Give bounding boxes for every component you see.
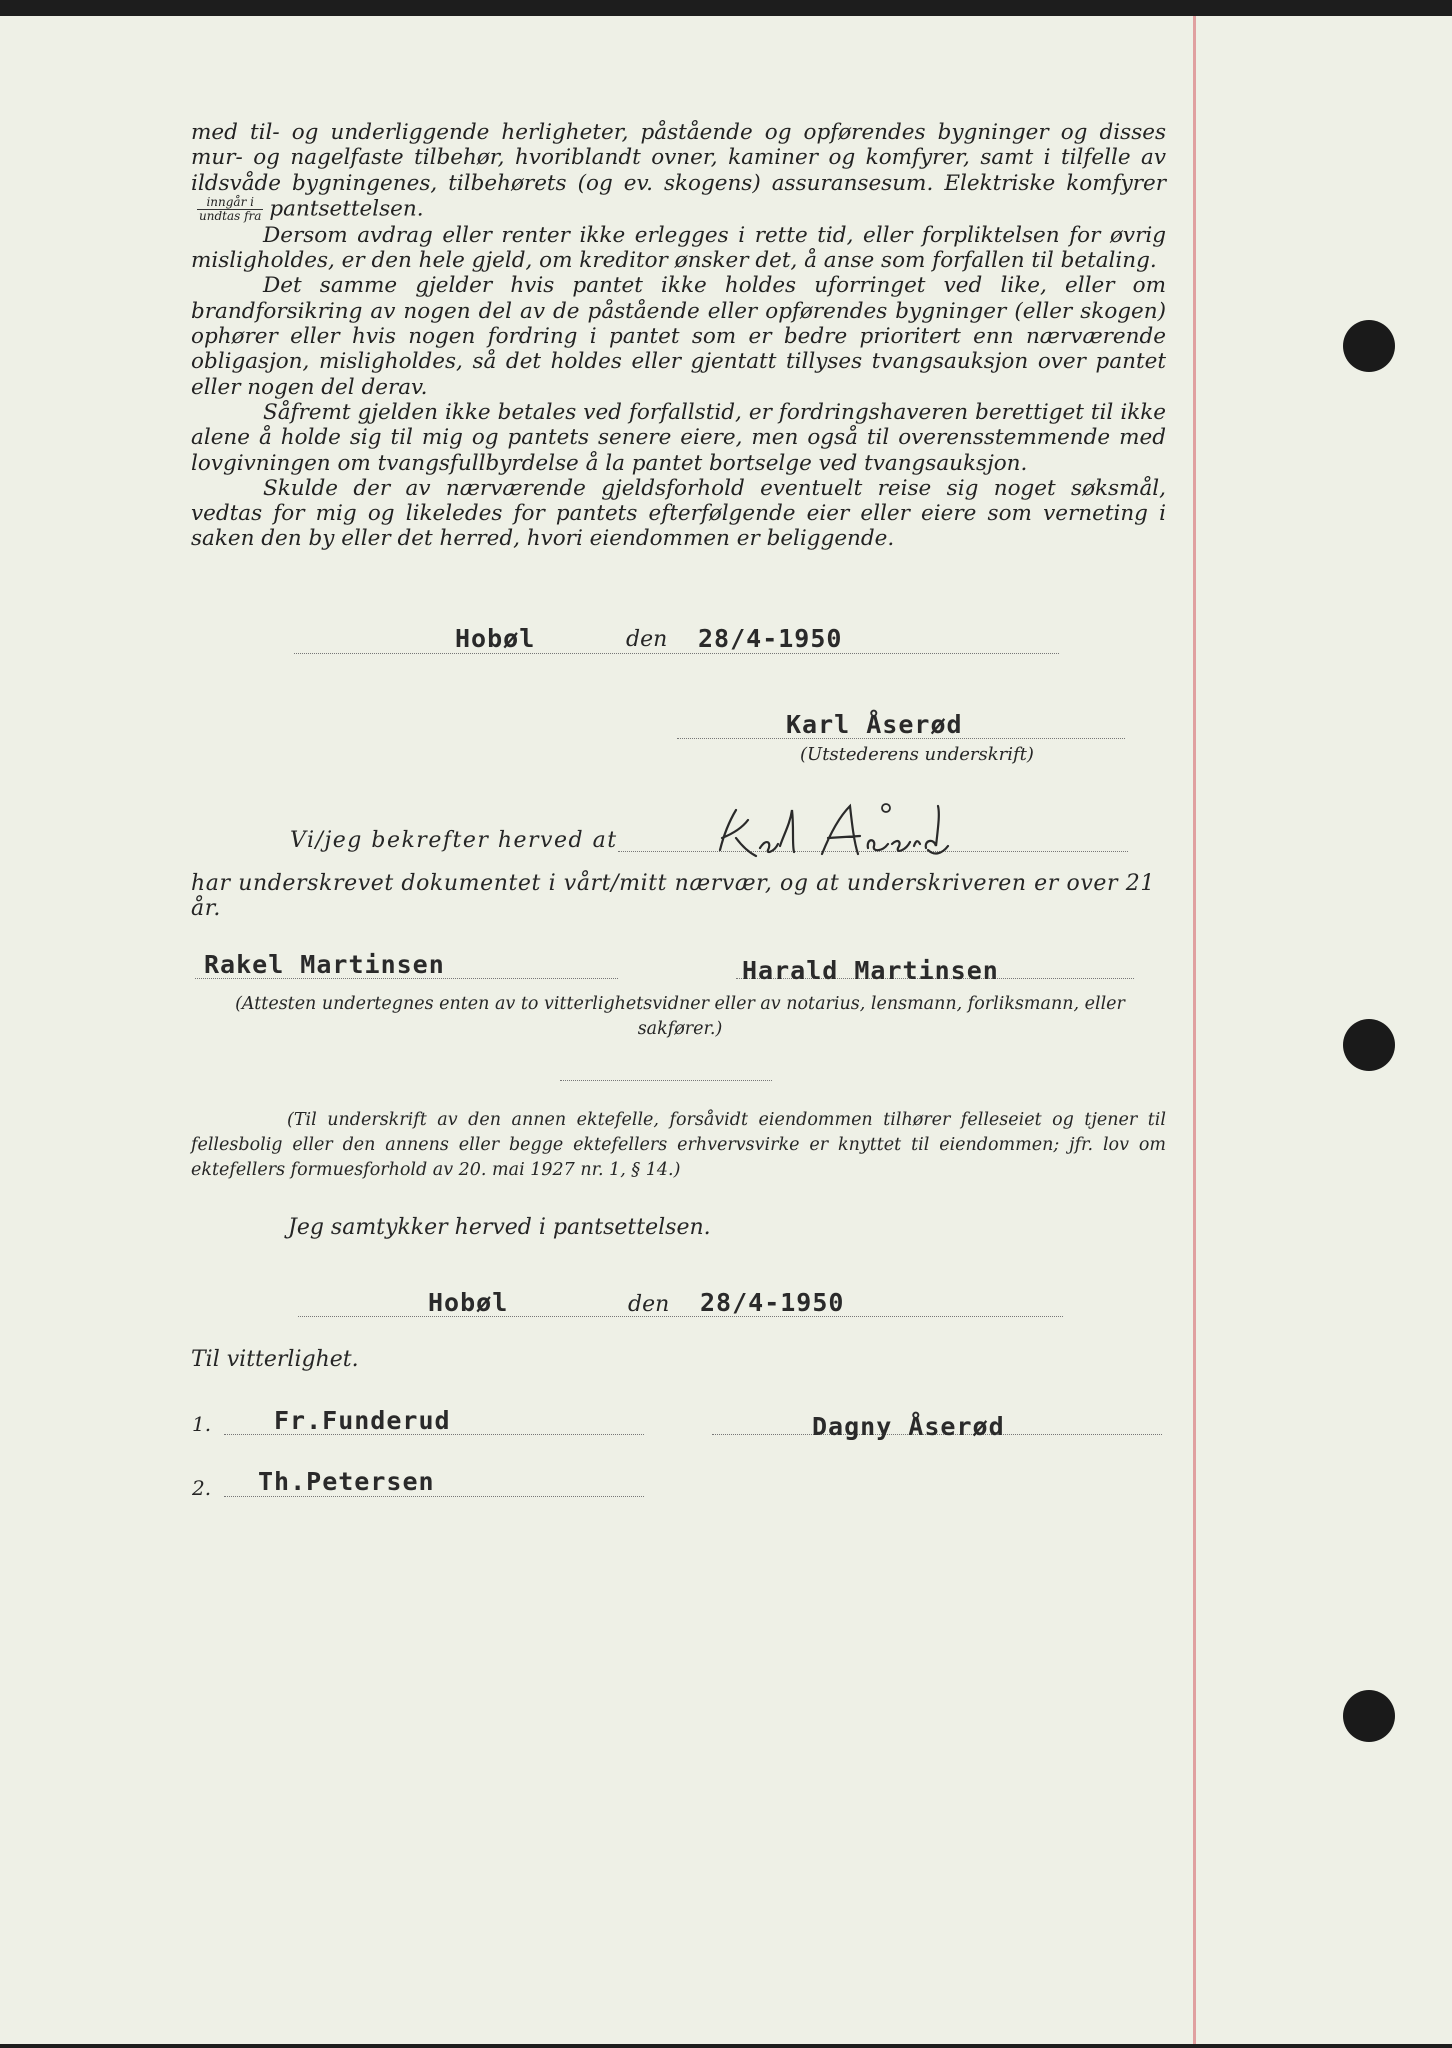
punch-hole <box>1343 1690 1395 1742</box>
attest-line-1: Vi/jeg bekrefter herved at <box>290 828 618 853</box>
spouse-witness-1-name: Fr.Funderud <box>274 1406 451 1435</box>
document-page <box>0 16 1452 2044</box>
terms-paragraph-3: Det samme gjelder hvis pantet ikke holdes uforringet ved like, eller om brandforsikring av nogen del av de påstående eller opførendes bygninger (eller skogen) ophører eller hvis nogen fordring i pantet som er bedre prioritert enn nærværende obligasjon, misligholdes, så det holdes eller gjentatt tillyses tvangsauksjon over pantet eller nogen del derav. <box>191 273 1166 400</box>
issuer-typed-name: Karl Åserød <box>786 710 963 739</box>
witness-number-1: 1. <box>192 1412 212 1436</box>
issue-date: 28/4-1950 <box>698 624 843 653</box>
witness-2-name: Harald Martinsen <box>742 956 999 985</box>
consent-text: Jeg samtykker herved i pantsettelsen. <box>288 1215 711 1240</box>
spouse-place-date-line <box>298 1316 1063 1317</box>
punch-hole <box>1343 1019 1395 1071</box>
spouse-name: Dagny Åserød <box>812 1412 1005 1441</box>
spouse-place: Hobøl <box>428 1288 509 1317</box>
spouse-den-label: den <box>628 1292 670 1317</box>
terms-paragraph-5: Skulde der av nærværende gjeldsforhold eventuelt reise sig noget søksmål, vedtas for mig og likeledes for pantets efterfølgende eier eller eiere som verneting i saken den by eller det herred, hvori eiendommen er beliggende. <box>191 475 1166 552</box>
mortgage-terms <box>191 120 1166 552</box>
inngar-undtas-fraction: $\frac{\text{inngår i}}{\text{undtas fra}}$ <box>199 194 262 223</box>
spouse-witness-2-line <box>224 1496 644 1497</box>
den-label: den <box>626 627 668 652</box>
attest-note: (Attesten undertegnes enten av to vitterlighetsvidner eller av notarius, lensmann, forliksmann, eller sakfører.) <box>235 994 1125 1039</box>
spouse-witness-2-name: Th.Petersen <box>258 1467 435 1496</box>
spouse-note: (Til underskrift av den annen ektefelle, forsåvidt eiendommen tilhører felleseiet og tjener til fellesbolig eller den annens eller begge ektefellers erhvervsvirke er knyttet til eiendommen; jfr. lov om ektefellers formuesforhold av 20. mai 1927 nr. 1, § 14.) <box>191 1110 1166 1180</box>
margin-rule <box>1193 16 1196 2044</box>
terms-paragraph-4: Såfremt gjelden ikke betales ved forfallstid, er fordringshaveren berettiget til ikke alene å holde sig til mig og pantets senere eiere, men også til overensstemmende med lovgivningen om tvangsfullbyrdelse å la pantet bortselge ved tvangsauksjon. <box>191 399 1166 476</box>
spouse-short-line <box>560 1080 772 1081</box>
witness-number-2: 2. <box>192 1476 212 1500</box>
attest-line-2: har underskrevet dokumentet i vårt/mitt nærvær, og at underskriveren er over 21 år. <box>191 871 1155 921</box>
til-vitterlighet: Til vitterlighet. <box>191 1347 359 1372</box>
issue-place: Hobøl <box>455 624 536 653</box>
spouse-date: 28/4-1950 <box>700 1288 845 1317</box>
terms-paragraph-2: Dersom avdrag eller renter ikke erlegges i rette tid, eller forpliktelsen for øvrig misligholdes, er den hele gjeld, om kreditor ønsker det, å anse som forfallen til betaling. <box>191 222 1166 274</box>
witness-1-name: Rakel Martinsen <box>204 950 445 979</box>
terms-paragraph-1: med til- og underliggende herligheter, påstående og opførendes bygninger og disses mur- og nagelfaste tilbehør, hvoriblandt ovner, kaminer og komfyrer, samt i tilfelle av ildsvåde bygningenes, tilbehørets (og ev. skogens) assuransesum. Elektriske komfyrer $\frac{\text{inngår i}}{\text{undtas fra}}$ pantsettelsen. <box>191 120 1166 223</box>
place-date-line <box>294 653 1059 654</box>
handwritten-signature <box>702 798 962 868</box>
issuer-caption: (Utstederens underskrift) <box>800 744 1034 765</box>
punch-hole <box>1343 320 1395 372</box>
